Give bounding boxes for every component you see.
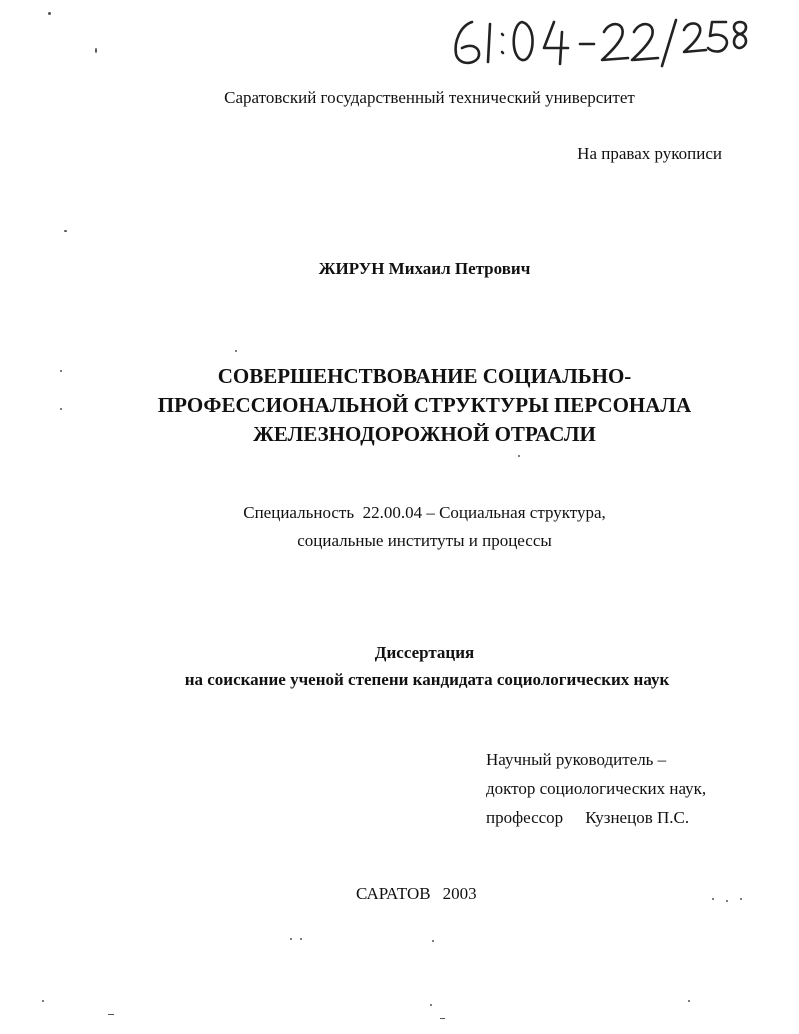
city-year bbox=[356, 884, 477, 904]
scan-speck bbox=[518, 455, 520, 457]
scan-speck bbox=[108, 1014, 114, 1015]
scan-speck bbox=[60, 408, 62, 410]
dissertation-label: Диссертация bbox=[374, 643, 475, 662]
title-line: СОВЕРШЕНСТВОВАНИЕ СОЦИАЛЬНО- bbox=[217, 364, 632, 388]
scientific-advisor bbox=[486, 745, 706, 832]
city: САРАТОВ bbox=[356, 884, 431, 903]
scan-speck bbox=[48, 12, 51, 15]
scan-speck bbox=[726, 900, 728, 902]
advisor-name: Кузнецов П.С. bbox=[585, 808, 690, 827]
scan-speck bbox=[235, 350, 237, 352]
scan-speck bbox=[60, 370, 62, 372]
advisor-degree: доктор социологических наук, bbox=[486, 779, 707, 798]
scan-speck bbox=[42, 1000, 44, 1002]
specialty-line: Специальность 22.00.04 – Социальная структура, bbox=[243, 503, 606, 522]
title-line: ЖЕЛЕЗНОДОРОЖНОЙ ОТРАСЛИ bbox=[253, 422, 596, 446]
scan-speck bbox=[432, 940, 434, 942]
year: 2003 bbox=[442, 884, 477, 903]
dissertation-title bbox=[0, 362, 799, 449]
degree-statement: на соискание ученой степени кандидата социологических наук bbox=[184, 670, 670, 689]
specialty bbox=[0, 499, 799, 555]
rights-note: На правах рукописи bbox=[577, 144, 722, 163]
specialty-line: социальные институты и процессы bbox=[297, 531, 552, 550]
scan-speck bbox=[712, 898, 714, 900]
advisor-line: Научный руководитель – bbox=[486, 750, 667, 769]
scan-speck bbox=[440, 1018, 445, 1019]
title-line: ПРОФЕССИОНАЛЬНОЙ СТРУКТУРЫ ПЕРСОНАЛА bbox=[157, 393, 692, 417]
scan-speck bbox=[688, 1000, 690, 1002]
scan-speck bbox=[740, 898, 742, 900]
author-name: ЖИРУН Михаил Петрович bbox=[318, 259, 531, 278]
advisor-name-line bbox=[486, 803, 706, 832]
scan-speck bbox=[430, 1004, 432, 1006]
handwritten-archive-code bbox=[450, 12, 750, 70]
scan-speck bbox=[95, 48, 97, 53]
university-name: Саратовский государственный технический университет bbox=[224, 88, 635, 107]
scan-speck bbox=[64, 230, 67, 232]
scan-speck bbox=[290, 938, 292, 940]
advisor-position: профессор bbox=[486, 808, 564, 827]
scan-speck bbox=[300, 938, 302, 940]
